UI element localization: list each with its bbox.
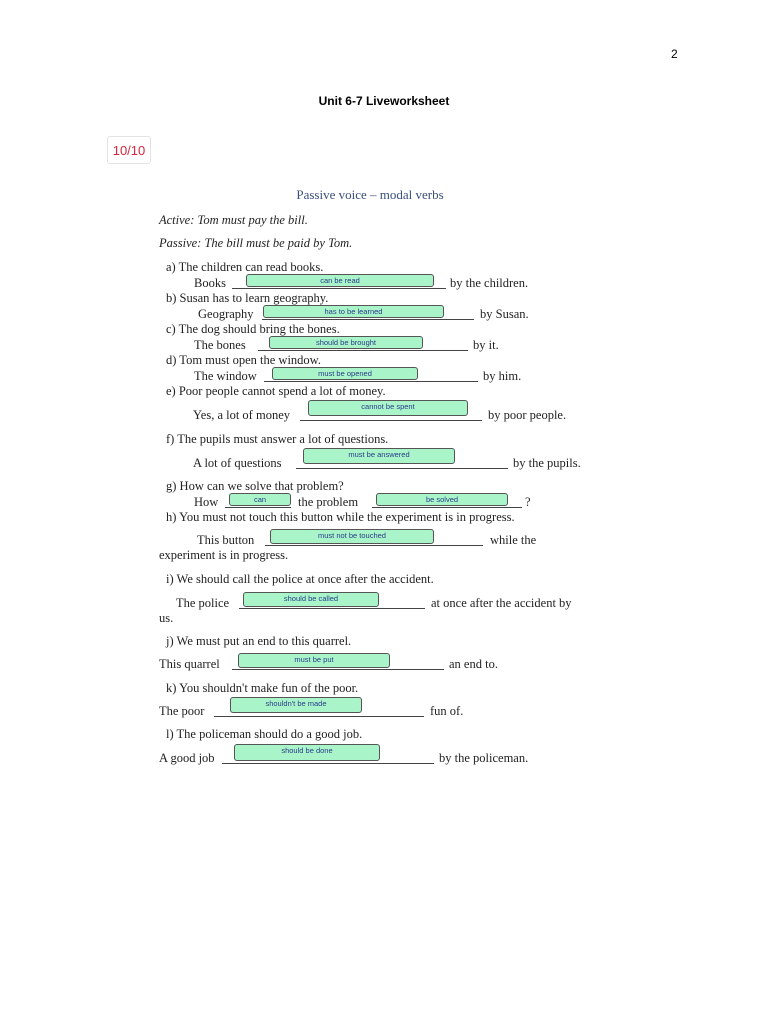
answer-field-f[interactable]: must be answered bbox=[303, 448, 455, 464]
suffix-d: by him. bbox=[483, 369, 522, 383]
blank-line-c bbox=[258, 350, 468, 351]
middle-g: the problem bbox=[298, 495, 359, 509]
answer-field-b[interactable]: has to be learned bbox=[263, 305, 444, 318]
blank-line-a bbox=[232, 288, 446, 289]
question-l: l) The policeman should do a good job. bbox=[166, 727, 363, 741]
suffix-j: an end to. bbox=[449, 657, 498, 671]
prefix-j: This quarrel bbox=[159, 657, 220, 671]
question-i: i) We should call the police at once after the accident. bbox=[166, 572, 434, 586]
blank-line-e bbox=[300, 420, 482, 421]
question-f: f) The pupils must answer a lot of questions. bbox=[166, 432, 389, 446]
prefix-d: The window bbox=[194, 369, 257, 383]
question-k: k) You shouldn't make fun of the poor. bbox=[166, 681, 359, 695]
answer-field-e[interactable]: cannot be spent bbox=[308, 400, 468, 416]
blank-line-i bbox=[239, 608, 425, 609]
suffix-b: by Susan. bbox=[480, 307, 529, 321]
page-number: 2 bbox=[671, 47, 678, 61]
question-h: h) You must not touch this button while the experiment is in progress. bbox=[166, 510, 515, 524]
answer-field-g1[interactable]: can bbox=[229, 493, 291, 506]
question-c: c) The dog should bring the bones. bbox=[166, 322, 340, 336]
blank-line-g2 bbox=[372, 507, 522, 508]
blank-line-j bbox=[232, 669, 444, 670]
blank-line-k bbox=[214, 716, 424, 717]
answer-field-d[interactable]: must be opened bbox=[272, 367, 418, 380]
document-title: Unit 6-7 Liveworksheet bbox=[318, 94, 450, 108]
suffix-e: by poor people. bbox=[488, 408, 567, 422]
suffix-l: by the policeman. bbox=[439, 751, 529, 765]
question-j: j) We must put an end to this quarrel. bbox=[166, 634, 352, 648]
answer-field-c[interactable]: should be brought bbox=[269, 336, 423, 349]
suffix-g: ? bbox=[525, 495, 531, 509]
suffix-h: while the bbox=[490, 533, 537, 547]
blank-line-h bbox=[265, 545, 483, 546]
answer-field-k[interactable]: shouldn't be made bbox=[230, 697, 362, 713]
answer-field-a[interactable]: can be read bbox=[246, 274, 434, 287]
suffix-k: fun of. bbox=[430, 704, 464, 718]
active-example: Active: Tom must pay the bill. bbox=[159, 213, 308, 227]
question-g: g) How can we solve that problem? bbox=[166, 479, 344, 493]
score-badge: 10/10 bbox=[107, 136, 151, 164]
question-a: a) The children can read books. bbox=[166, 260, 324, 274]
prefix-c: The bones bbox=[194, 338, 246, 352]
answer-field-i[interactable]: should be called bbox=[243, 592, 379, 607]
question-b: b) Susan has to learn geography. bbox=[166, 291, 329, 305]
prefix-k: The poor bbox=[159, 704, 205, 718]
prefix-f: A lot of questions bbox=[193, 456, 282, 470]
prefix-h: This button bbox=[197, 533, 255, 547]
question-d: d) Tom must open the window. bbox=[166, 353, 322, 367]
prefix-i: The police bbox=[176, 596, 230, 610]
blank-line-l bbox=[222, 763, 434, 764]
blank-line-g1 bbox=[225, 507, 291, 508]
prefix-a: Books bbox=[194, 276, 226, 290]
answer-field-g2[interactable]: be solved bbox=[376, 493, 508, 506]
prefix-e: Yes, a lot of money bbox=[193, 408, 290, 422]
answer-field-h[interactable]: must not be touched bbox=[270, 529, 434, 544]
passive-example: Passive: The bill must be paid by Tom. bbox=[159, 236, 353, 250]
prefix-l: A good job bbox=[159, 751, 215, 765]
suffix-i: at once after the accident by bbox=[431, 596, 572, 610]
blank-line-f bbox=[296, 468, 508, 469]
blank-line-d bbox=[264, 381, 478, 382]
prefix-g: How bbox=[194, 495, 219, 509]
worksheet bbox=[150, 162, 678, 782]
suffix-f: by the pupils. bbox=[513, 456, 581, 470]
suffix-a: by the children. bbox=[450, 276, 529, 290]
answer-field-l[interactable]: should be done bbox=[234, 744, 380, 761]
question-e: e) Poor people cannot spend a lot of money. bbox=[166, 384, 386, 398]
continuation-h: experiment is in progress. bbox=[159, 548, 289, 562]
prefix-b: Geography bbox=[198, 307, 254, 321]
worksheet-title: Passive voice – modal verbs bbox=[296, 187, 444, 202]
blank-line-b bbox=[262, 319, 474, 320]
continuation-i: us. bbox=[159, 611, 174, 625]
answer-field-j[interactable]: must be put bbox=[238, 653, 390, 668]
suffix-c: by it. bbox=[473, 338, 499, 352]
